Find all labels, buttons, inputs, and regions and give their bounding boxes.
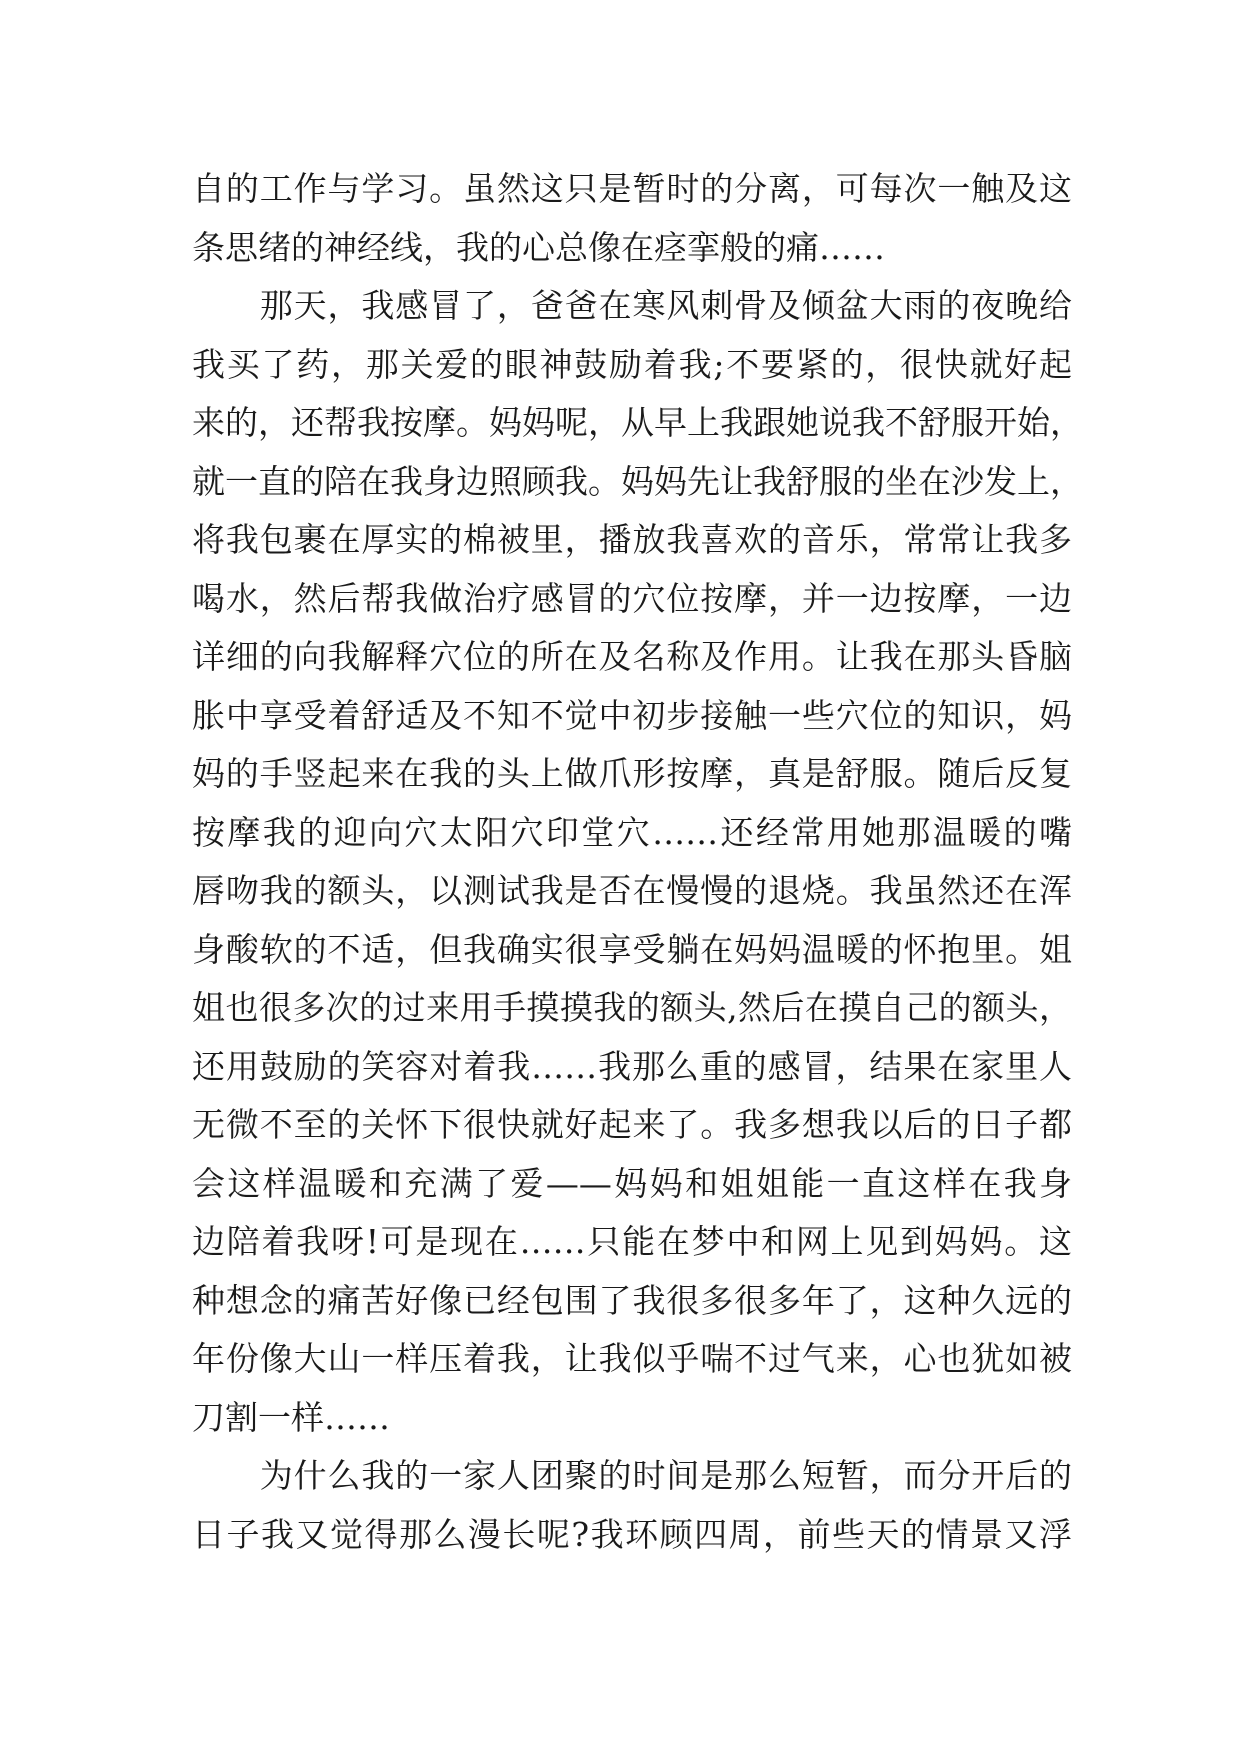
text-line: 条思绪的神经线，我的心总像在痉挛般的痛…… <box>192 227 885 267</box>
text-line: 边陪着我呀!可是现在……只能在梦中和网上见到妈妈。这 <box>192 1222 1072 1261</box>
text-line: 还用鼓励的笑容对着我……我那么重的感冒，结果在家里人 <box>192 1046 1072 1086</box>
text-line: 种想念的痛苦好像已经包围了我很多很多年了，这种久远的 <box>192 1280 1072 1320</box>
body-text <box>192 160 1083 1564</box>
text-line: 胀中享受着舒适及不知不觉中初步接触一些穴位的知识，妈 <box>192 695 1072 735</box>
text-line: 喝水，然后帮我做治疗感冒的穴位按摩，并一边按摩，一边 <box>192 578 1072 618</box>
text-line: 刀割一样…… <box>192 1397 390 1437</box>
text-line: 身酸软的不适，但我确实很享受躺在妈妈温暖的怀抱里。姐 <box>192 929 1072 969</box>
text-line: 就一直的陪在我身边照顾我。妈妈先让我舒服的坐在沙发上， <box>192 461 1083 501</box>
text-line: 那天，我感冒了，爸爸在寒风刺骨及倾盆大雨的夜晚给 <box>192 286 1072 325</box>
text-line: 我买了药，那关爱的眼神鼓励着我;不要紧的，很快就好起 <box>192 344 1072 384</box>
text-line: 自的工作与学习。虽然这只是暂时的分离，可每次一触及这 <box>192 169 1072 208</box>
text-line: 姐也很多次的过来用手摸摸我的额头,然后在摸自己的额头， <box>192 988 1072 1027</box>
text-line: 唇吻我的额头，以测试我是否在慢慢的退烧。我虽然还在浑 <box>192 871 1072 910</box>
text-line: 按摩我的迎向穴太阳穴印堂穴……还经常用她那温暖的嘴 <box>192 812 1072 852</box>
text-line: 会这样温暖和充满了爱——妈妈和姐姐能一直这样在我身 <box>192 1163 1072 1203</box>
text-line: 年份像大山一样压着我，让我似乎喘不过气来，心也犹如被 <box>192 1339 1072 1378</box>
text-line: 日子我又觉得那么漫长呢?我环顾四周，前些天的情景又浮 <box>192 1514 1072 1554</box>
text-line: 将我包裹在厚实的棉被里，播放我喜欢的音乐，常常让我多 <box>192 520 1072 559</box>
text-line: 妈的手竖起来在我的头上做爪形按摩，真是舒服。随后反复 <box>192 754 1072 793</box>
text-line: 来的，还帮我按摩。妈妈呢，从早上我跟她说我不舒服开始， <box>192 403 1083 442</box>
text-line: 详细的向我解释穴位的所在及名称及作用。让我在那头昏脑 <box>192 637 1072 676</box>
text-line: 无微不至的关怀下很快就好起来了。我多想我以后的日子都 <box>192 1105 1072 1144</box>
text-line: 为什么我的一家人团聚的时间是那么短暂，而分开后的 <box>192 1456 1072 1495</box>
